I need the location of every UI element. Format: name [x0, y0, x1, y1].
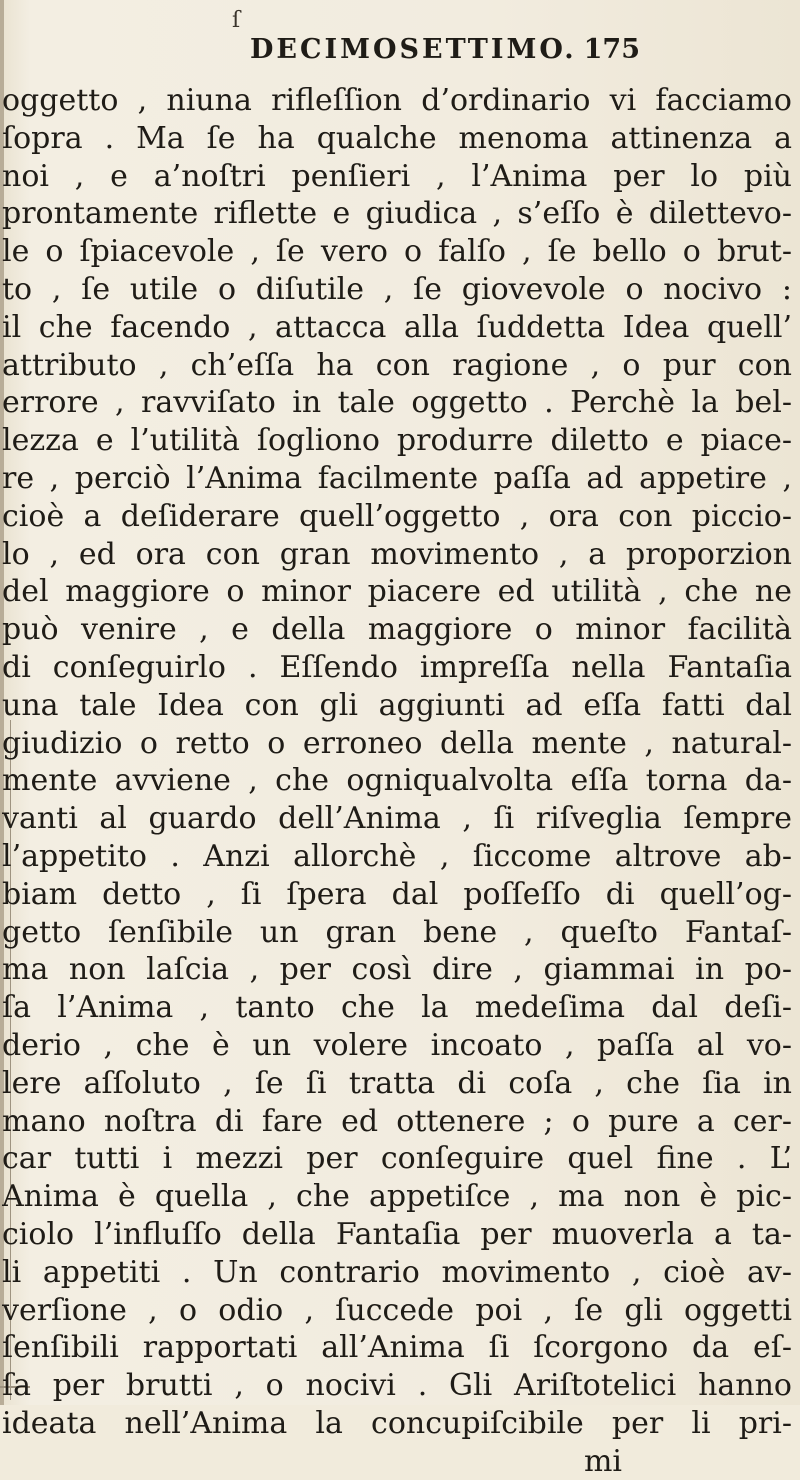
text-line: Anima è quella , che appetiſce , ma non è pic- — [2, 1179, 792, 1215]
ink-mark: ſ — [232, 8, 241, 33]
text-line: vanti al guardo dell’Anima , ſi riſveglia ſempre — [2, 801, 792, 837]
text-line: biam detto , ſi ſpera dal poſſeſſo di quell’og- — [2, 876, 792, 912]
text-line: mente avviene , che ogniqualvolta eſſa torna da- — [2, 763, 792, 799]
text-line: ſa per brutti , o nocivi . Gli Ariſtotelici hanno — [2, 1368, 792, 1404]
text-line: mano noſtra di fare ed ottenere ; o pure a cer- — [2, 1103, 792, 1139]
text-line: ſa l’Anima , tanto che la medeſima dal deſi- — [2, 990, 792, 1026]
text-line: una tale Idea con gli aggiunti ad eſſa fatti dal — [2, 687, 792, 723]
text-line: prontamente riflette e giudica , s’eſſo è dilettevo- — [2, 196, 792, 232]
text-line: getto ſenſibile un gran bene , queſto Fantaſ- — [2, 914, 792, 950]
text-line: l’appetito . Anzi allorchè , ſiccome altrove ab- — [2, 838, 792, 874]
text-line: oggetto , niuna rifleſſion d’ordinario vi facciamo — [2, 83, 792, 118]
text-line: di conſeguirlo . Eſſendo impreſſa nella Fantaſia — [2, 649, 792, 685]
text-line: car tutti i mezzi per conſeguire quel fine . L’ — [2, 1141, 792, 1177]
text-line: il che facendo , attacca alla ſuddetta Idea quell’ — [2, 309, 792, 345]
text-line: re , perciò l’Anima facilmente paſſa ad appetire , — [2, 460, 792, 496]
text-line: le o ſpiacevole , ſe vero o falſo , ſe bello o brut- — [2, 234, 792, 270]
text-line: cioè a deſiderare quell’oggetto , ora con piccio- — [2, 498, 792, 534]
text-line: to , ſe utile o diſutile , ſe giovevole o nocivo : — [2, 271, 792, 307]
text-line: ideata nell’Anima la concupiſcibile per li pri- — [2, 1405, 792, 1441]
text-line: giudizio o retto o erroneo della mente , natural- — [2, 725, 792, 761]
text-line: del maggiore o minor piacere ed utilità , che ne — [2, 574, 792, 610]
text-line: ma non laſcia , per così dire , giammai in po- — [2, 952, 792, 988]
text-line: lo , ed ora con gran movimento , a proporzion — [2, 536, 792, 572]
text-line: lere aſſoluto , ſe ſi tratta di coſa , che ſia in — [2, 1065, 792, 1101]
page-number: 175 — [583, 34, 640, 65]
running-head: DECIMOSETTIMO. — [250, 34, 577, 65]
text-line: può venire , e della maggiore o minor facilità — [2, 612, 792, 648]
catchword: mi — [583, 1443, 622, 1479]
text-line: ſopra . Ma ſe ha qualche menoma attinenza a — [2, 120, 792, 156]
text-line: attributo , ch’eſſa ha con ragione , o pur con — [2, 347, 792, 383]
text-line: errore , ravviſato in tale oggetto . Perchè la bel- — [2, 385, 792, 421]
text-line: lezza e l’utilità ſogliono produrre diletto e piace- — [2, 423, 792, 459]
text-line: ſenſibili rapportati all’Anima ſi ſcorgono da eſ- — [2, 1330, 792, 1366]
text-line: verſione , o odio , ſuccede poi , ſe gli oggetti — [2, 1292, 792, 1328]
text-line: noi , e a’noſtri penſieri , l’Anima per lo più — [2, 158, 792, 194]
text-line: ciolo l’influſſo della Fantaſia per muoverla a ta- — [2, 1216, 792, 1252]
body-text — [2, 82, 792, 1480]
text-line: li appetiti . Un contrario movimento , cioè av- — [2, 1254, 792, 1290]
page-header — [250, 34, 640, 74]
text-line: derio , che è un volere incoato , paſſa al vo- — [2, 1027, 792, 1063]
